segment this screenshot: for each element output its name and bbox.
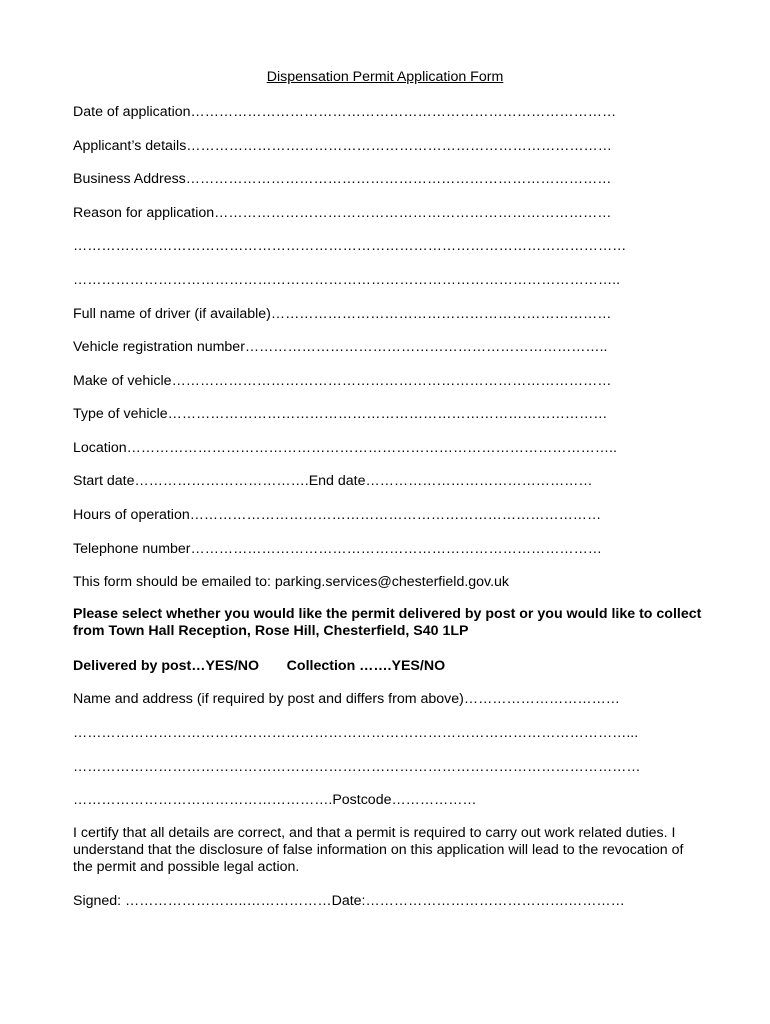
vehicle-registration-field[interactable]: Vehicle registration number………………………………………………………………….. [73,339,608,355]
delivery-instruction: Please select whether you would like the permit delivered by post or you would like to collect from Town Hall Reception, Rose Hill, Chesterfield, S40 1LP [73,606,702,639]
business-address-field[interactable]: Business Address……………………………………………………………………………… [73,171,612,187]
driver-name-field[interactable]: Full name of driver (if available)……………………………………………………………… [73,306,612,322]
applicants-details-field[interactable]: Applicant’s details……………………………………………………………………………… [73,138,612,154]
signed-date-field[interactable]: Signed: ……………………..………………Date:…………………………………….………… [73,893,625,909]
reason-for-application-field[interactable]: Reason for application………………………………………………………………………… [73,205,612,221]
name-and-address-field[interactable]: Name and address (if required by post and differs from above)…………………………… [73,691,620,707]
form-title: Dispensation Permit Application Form [266,69,504,85]
address-line-2[interactable]: ………………………………………………………………………………………………………... [73,725,639,741]
reason-line-3[interactable]: …………………………………………………………………………………………………….. [73,272,621,288]
location-field[interactable]: Location………………………………………………………………………………………….. [73,440,617,456]
date-of-application-field[interactable]: Date of application……………………………………………………………………………… [73,104,617,120]
certification-statement: I certify that all details are correct, and that a permit is required to carry out work related duties. I understand that the disclosure of false information on this application will lead to the revocation of the permit and possible legal action. [73,825,684,875]
email-note: This form should be emailed to: parking.services@chesterfield.gov.uk [73,574,510,590]
telephone-number-field[interactable]: Telephone number…………………………………………………………………………… [73,541,602,557]
delivery-options[interactable]: Delivered by post…YES/NO Collection …….YES/NO [73,658,446,674]
address-line-3[interactable]: ………………………………………………………………………………………………………… [73,759,641,775]
start-end-date-field[interactable]: Start date……………………………….End date………………………………………… [73,473,593,489]
postcode-field[interactable]: ……………………………………………….Postcode……………… [73,792,477,808]
reason-line-2[interactable]: ……………………………………………………………………………………………………… [73,238,627,254]
type-of-vehicle-field[interactable]: Type of vehicle………………………………………………………………………………… [73,406,608,422]
hours-of-operation-field[interactable]: Hours of operation…………………………………………………………………………… [73,507,602,523]
make-of-vehicle-field[interactable]: Make of vehicle………………………………………………………………………………… [73,373,612,389]
